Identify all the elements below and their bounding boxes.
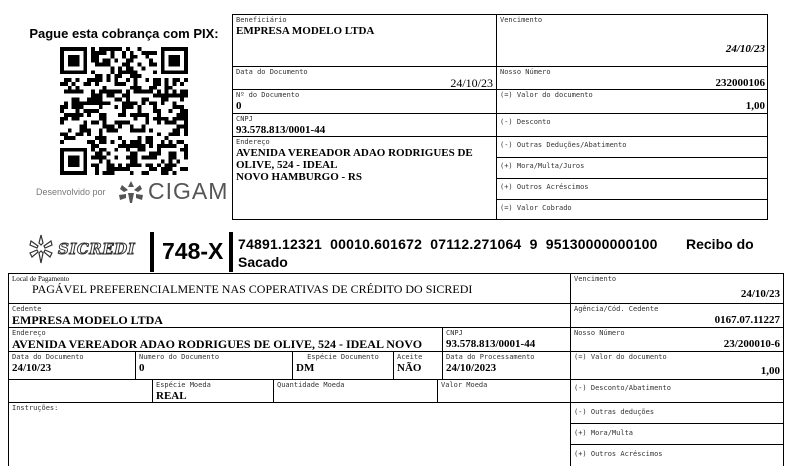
cigam-brand-text: CIGAM (148, 178, 229, 204)
cnpj-bottom-cell (443, 328, 571, 352)
cedente-cell (9, 304, 571, 328)
outras-deducoes-label: (-) Outras Deduções/Abatimento (500, 141, 627, 149)
bank-code: 748-X (162, 238, 224, 264)
aceite-value: NÃO (397, 362, 422, 374)
outros-acrescimos-label: (+) Outros Acréscimos (500, 183, 589, 191)
data-documento-bottom-label: Data do Documento (12, 353, 84, 361)
especie-documento-cell (293, 352, 394, 380)
desconto-bottom-cell (571, 380, 784, 403)
especie-moeda-label: Espécie Moeda (156, 381, 211, 389)
blank-cell (9, 380, 153, 403)
agencia-value: 0167.07.11227 (714, 314, 780, 326)
instrucoes-label: Instruções: (12, 404, 59, 412)
endereco-bottom-value: AVENIDA VEREADOR ADAO RODRIGUES DE OLIVE, 524 - IDEAL NOVO (12, 337, 423, 351)
instrucoes-cell (9, 403, 571, 466)
valor-moeda-label: Valor Moeda (441, 381, 488, 389)
recibo-label: Recibo do (686, 236, 754, 252)
nosso-numero-value: 232000106 (715, 77, 765, 89)
pix-title: Pague esta cobrança com PIX: (29, 26, 219, 41)
endereco-cell (233, 137, 497, 220)
endereco-line3: NOVO HAMBURGO - RS (236, 171, 362, 183)
sicredi-mark-icon (28, 233, 54, 265)
cnpj-cell (233, 114, 497, 137)
data-documento-cell (233, 67, 497, 90)
mora-label: (+) Mora/Multa/Juros (500, 162, 585, 170)
num-documento-cell (233, 90, 497, 114)
cigam-logo (118, 178, 228, 205)
endereco-label: Endereço (236, 138, 270, 146)
pix-summary-box (232, 14, 768, 220)
outras-deducoes-bottom-label: (-) Outras deduções (574, 408, 655, 416)
vencimento-cell (497, 15, 768, 67)
bank-code-divider-right (229, 232, 233, 272)
local-pagamento-cell (9, 274, 571, 304)
data-documento-label: Data do Documento (236, 68, 308, 76)
cnpj-bottom-value: 93.578.813/0001-44 (446, 338, 536, 350)
numero-documento-label: Numero do Documento (139, 353, 220, 361)
data-documento-bottom-value: 24/10/23 (12, 362, 52, 374)
cigam-mark-icon (118, 181, 144, 203)
valor-documento-value: 1,00 (745, 100, 765, 112)
cedente-value: EMPRESA MODELO LTDA (12, 313, 163, 327)
sacado-label: Sacado (238, 254, 288, 270)
sicredi-brand-text: SICREDI (58, 240, 136, 258)
local-pagamento-label: Local de Pagamento (12, 275, 70, 283)
num-documento-value: 0 (236, 100, 242, 112)
cnpj-value: 93.578.813/0001-44 (236, 124, 326, 136)
quantidade-moeda-cell (274, 380, 438, 403)
data-processamento-value: 24/10/2023 (446, 362, 497, 374)
cnpj-bottom-label: CNPJ (446, 329, 463, 337)
beneficiario-label: Beneficiário (236, 16, 287, 24)
especie-moeda-value: REAL (156, 390, 187, 402)
digitable-line: 74891.12321 00010.601672 07112.271064 9 95130000000100 (238, 236, 658, 252)
sicredi-logo (28, 233, 135, 265)
mora-bottom-cell (571, 424, 784, 445)
developed-by-label: Desenvolvido por (36, 187, 106, 197)
aceite-cell (394, 352, 443, 380)
valor-moeda-cell (438, 380, 571, 403)
outros-acrescimos-cell (497, 179, 768, 200)
valor-cobrado-cell (497, 200, 768, 220)
mora-cell (497, 158, 768, 179)
vencimento-value: 24/10/23 (725, 43, 765, 55)
data-processamento-label: Data do Processamento (446, 353, 535, 361)
valor-documento-bottom-cell (571, 352, 784, 380)
data-documento-value: 24/10/23 (450, 76, 493, 90)
valor-documento-bottom-label: (=) Valor do documento (574, 353, 667, 361)
numero-documento-value: 0 (139, 362, 145, 374)
vencimento-bottom-cell (571, 274, 784, 304)
desconto-bottom-label: (-) Desconto/Abatimento (574, 384, 671, 392)
nosso-numero-bottom-label: Nosso Número (574, 329, 625, 337)
outros-acrescimos-bottom-label: (+) Outros Acréscimos (574, 450, 663, 458)
endereco-bottom-label: Endereço (12, 329, 46, 337)
desconto-cell (497, 114, 768, 137)
num-documento-label: Nº do Documento (236, 91, 300, 99)
bank-code-divider-left (150, 232, 154, 272)
agencia-label: Agência/Cód. Cedente (574, 305, 659, 313)
vencimento-bottom-value: 24/10/23 (740, 288, 780, 300)
aceite-label: Aceite (397, 353, 423, 361)
cedente-label: Cedente (12, 305, 42, 313)
endereco-bottom-cell (9, 328, 443, 352)
nosso-numero-bottom-value: 23/200010-6 (723, 338, 780, 350)
agencia-cell (571, 304, 784, 328)
especie-moeda-cell (153, 380, 274, 403)
beneficiario-cell (233, 15, 497, 67)
nosso-numero-label: Nosso Número (500, 68, 551, 76)
data-processamento-cell (443, 352, 571, 380)
endereco-line2: OLIVE, 524 - IDEAL (236, 159, 338, 171)
data-documento-bottom-cell (9, 352, 136, 380)
nosso-numero-bottom-cell (571, 328, 784, 352)
quantidade-moeda-label: Quantidade Moeda (277, 381, 345, 389)
valor-cobrado-label: (=) Valor Cobrado (500, 204, 572, 212)
valor-documento-cell (497, 90, 768, 114)
cnpj-label: CNPJ (236, 115, 253, 123)
local-pagamento-value: PAGÁVEL PREFERENCIALMENTE NAS COPERATIVAS DE CRÉDITO DO SICREDI (32, 282, 473, 296)
especie-documento-value: DM (296, 362, 315, 374)
valor-documento-bottom-value: 1,00 (760, 365, 780, 377)
boleto-receipt-grid (8, 273, 784, 466)
outros-acrescimos-bottom-cell (571, 445, 784, 466)
numero-documento-cell (136, 352, 293, 380)
desconto-label: (-) Desconto (500, 118, 551, 126)
vencimento-label: Vencimento (500, 16, 543, 24)
beneficiario-value: EMPRESA MODELO LTDA (236, 25, 375, 37)
outras-deducoes-bottom-cell (571, 403, 784, 424)
nosso-numero-cell (497, 67, 768, 90)
vencimento-bottom-label: Vencimento (574, 275, 617, 283)
mora-bottom-label: (+) Mora/Multa (574, 429, 634, 437)
valor-documento-label: (=) Valor do documento (500, 91, 593, 99)
pix-qr-code (60, 47, 188, 175)
especie-documento-label: Espécie Documento (307, 353, 379, 361)
outras-deducoes-cell (497, 137, 768, 158)
endereco-line1: AVENIDA VEREADOR ADAO RODRIGUES DE (236, 147, 473, 159)
